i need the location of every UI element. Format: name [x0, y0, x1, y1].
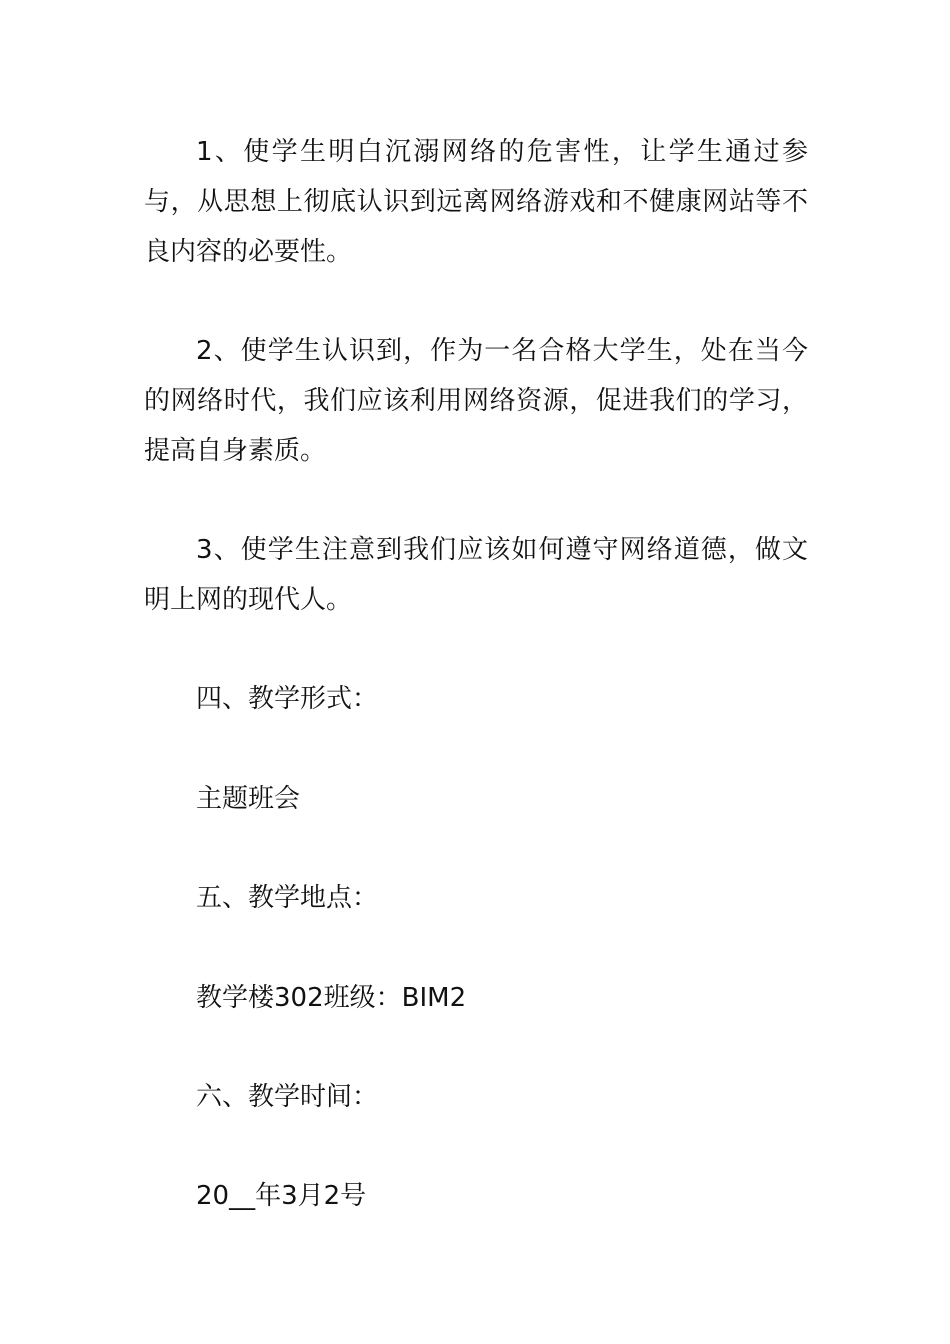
teaching-location-value: 教学楼302班级：BIM2	[196, 983, 467, 1013]
objective-paragraph-3: 3、使学生注意到我们应该如何遵守网络道德，做文明上网的现代人。	[144, 535, 808, 615]
objective-paragraph-1: 1、使学生明白沉溺网络的危害性，让学生通过参与，从思想上彻底认识到远离网络游戏和不健康网站等不良内容的必要性。	[144, 137, 808, 267]
teaching-form-heading: 四、教学形式：	[196, 684, 379, 714]
objective-paragraph-2: 2、使学生认识到，作为一名合格大学生，处在当今的网络时代，我们应该利用网络资源，促进我们的学习，提高自身素质。	[144, 336, 808, 466]
teaching-time-value: 20__年3月2号	[196, 1181, 367, 1211]
teaching-time-heading: 六、教学时间：	[196, 1082, 379, 1112]
teaching-form-value: 主题班会	[196, 784, 301, 814]
teaching-location-heading: 五、教学地点：	[196, 883, 379, 913]
